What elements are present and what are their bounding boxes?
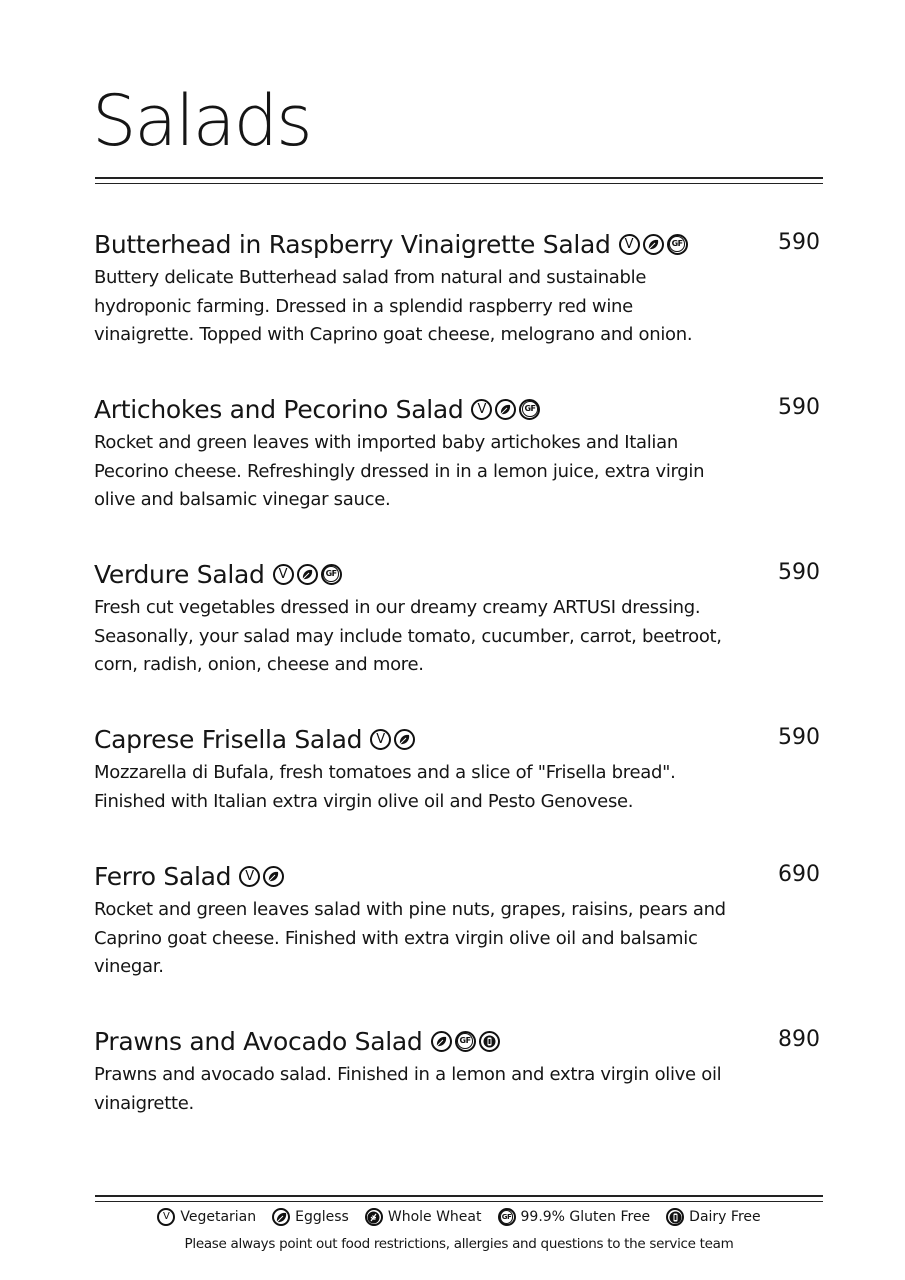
menu-item-header [94,1023,824,1059]
menu-item-description: Fresh cut vegetables dressed in our dreamy creamy ARTUSI dressing. Seasonally, your salad may include tomato, cucumber, carrot, beetroot, corn, radish, onion, cheese and more. [94,597,722,675]
vegetarian-icon: V [619,234,640,255]
gluten-free-icon: GF [498,1208,516,1226]
menu-item-price: 590 [778,395,820,420]
vegetarian-icon: V [471,399,492,420]
top-divider [95,177,823,179]
page-title: Salads [92,80,311,162]
gluten-free-icon: GF [455,1031,476,1052]
top-divider-thin [95,183,823,184]
menu-item-header [94,391,824,427]
menu-item-description: Rocket and green leaves salad with pine nuts, grapes, raisins, pears and Caprino goat cheese. Finished with extra virgin olive oil and balsamic vinegar. [94,899,726,977]
menu-item-description: Prawns and avocado salad. Finished in a lemon and extra virgin olive oil vinaigrette. [94,1064,722,1114]
menu-item [94,226,824,350]
eggless-icon [643,234,664,255]
menu-item-badges [370,729,415,750]
menu-item-name: Artichokes and Pecorino Salad [94,394,464,424]
menu-item-header [94,721,824,757]
bottom-divider-thin [95,1201,823,1202]
eggless-icon [297,564,318,585]
menu-item-price: 590 [778,725,820,750]
eggless-icon [495,399,516,420]
menu-item-header [94,226,824,262]
vegetarian-icon: V [239,866,260,887]
eggless-icon [272,1208,290,1226]
menu-item-badges [273,564,342,585]
menu-item [94,556,824,680]
legend-entry [498,1208,651,1226]
menu-item [94,721,824,816]
dairy-free-icon [479,1031,500,1052]
legend-entry [365,1208,482,1226]
dairy-free-icon [666,1208,684,1226]
footer-note: Please always point out food restrictions, allergies and questions to the service team [184,1236,734,1252]
legend-entry [666,1208,760,1226]
legend-label: Dairy Free [689,1209,761,1225]
eggless-icon [263,866,284,887]
menu-item [94,858,824,982]
menu-item-badges [619,234,688,255]
menu-item-name: Prawns and Avocado Salad [94,1026,423,1056]
menu-item-description: Mozzarella di Bufala, fresh tomatoes and a slice of "Frisella bread". Finished with Italian extra virgin olive oil and Pesto Genovese. [94,762,676,812]
menu-item-price: 890 [778,1027,820,1052]
dietary-legend [95,1208,823,1226]
legend-label: Eggless [295,1209,349,1225]
bottom-divider [95,1195,823,1197]
menu-item-name: Caprese Frisella Salad [94,724,363,754]
menu-item-header [94,556,824,592]
menu-item-description: Rocket and green leaves with imported baby artichokes and Italian Pecorino cheese. Refreshingly dressed in in a lemon juice, extra virgin olive and balsamic vinegar sauce. [94,432,705,510]
gluten-free-icon: GF [667,234,688,255]
eggless-icon [431,1031,452,1052]
legend-label: Whole Wheat [387,1209,482,1225]
menu-item-badges [471,399,540,420]
gluten-free-icon: GF [321,564,342,585]
menu-item-badges [239,866,284,887]
menu-item-price: 590 [778,560,820,585]
eggless-icon [394,729,415,750]
menu-item [94,391,824,515]
menu-item-name: Verdure Salad [94,559,265,589]
menu-item-header [94,858,824,894]
legend-entry [157,1208,256,1226]
menu-item-price: 690 [778,862,820,887]
legend-label: Vegetarian [180,1209,257,1225]
vegetarian-icon: V [370,729,391,750]
menu-item-price: 590 [778,230,820,255]
legend-label: 99.9% Gluten Free [520,1209,651,1225]
menu-item-name: Butterhead in Raspberry Vinaigrette Salad [94,229,611,259]
vegetarian-icon: V [273,564,294,585]
menu-item-badges [431,1031,500,1052]
gluten-free-icon: GF [519,399,540,420]
vegetarian-icon: V [157,1208,175,1226]
whole-wheat-icon [365,1208,383,1226]
legend-entry [272,1208,349,1226]
menu-item [94,1023,824,1118]
menu-item-description: Buttery delicate Butterhead salad from natural and sustainable hydroponic farming. Dressed in a splendid raspberry red wine vinaigrette. Topped with Caprino goat cheese, melograno and onion. [94,267,693,345]
menu-item-name: Ferro Salad [94,861,232,891]
